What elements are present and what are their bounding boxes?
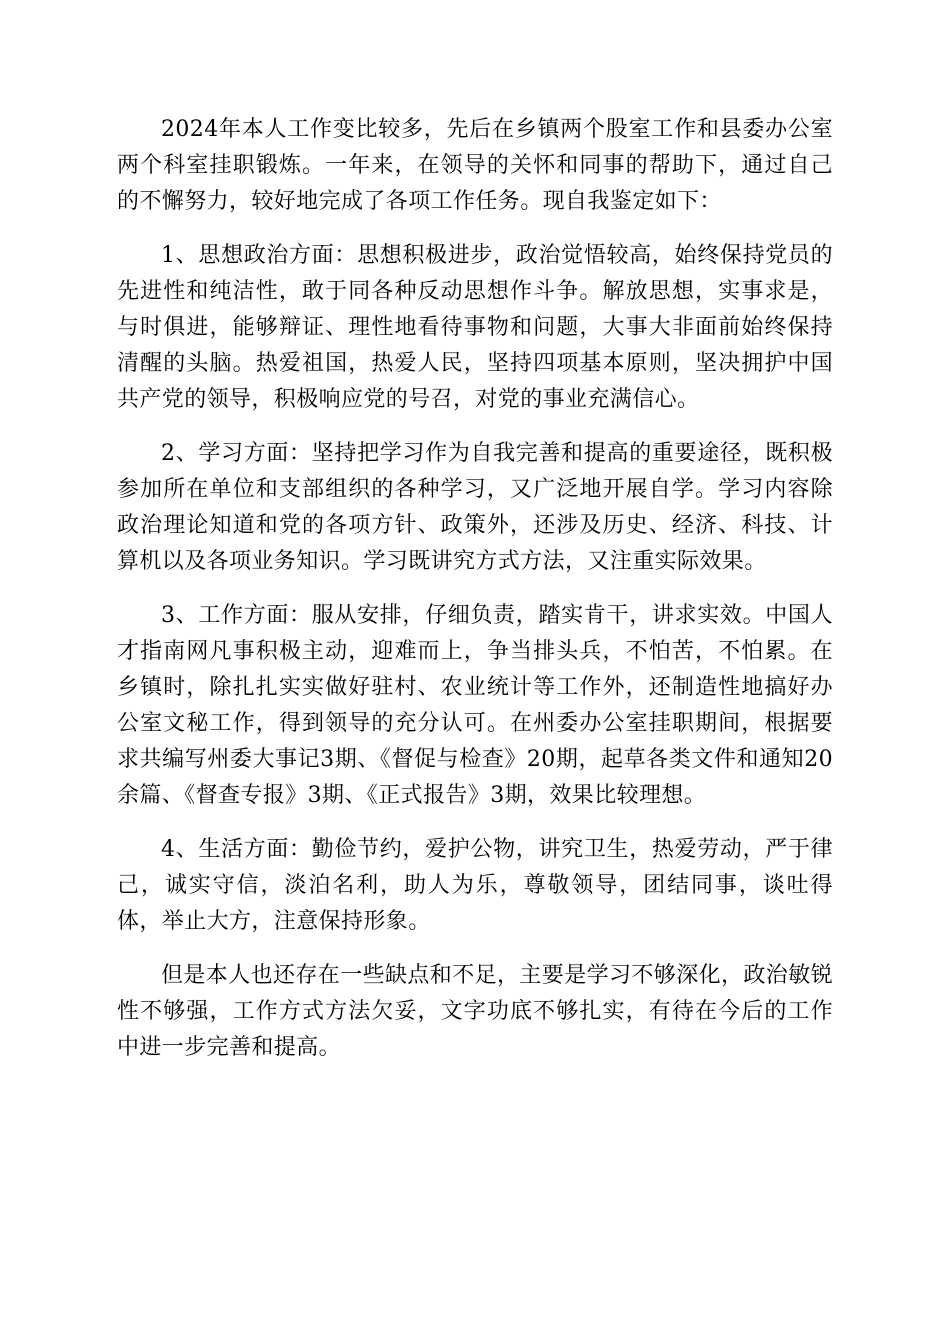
- paragraph-ideology: 1、思想政治方面：思想积极进步，政治觉悟较高，始终保持党员的先进性和纯洁性，敢于同各种反动思想作斗争。解放思想，实事求是，与时俱进，能够辩证、理性地看待事物和问题，大事大非面前始终保持清醒的头脑。热爱祖国，热爱人民，坚持四项基本原则，坚决拥护中国共产党的领导，积极响应党的号召，对党的事业充满信心。: [117, 243, 833, 412]
- paragraph-work: 3、工作方面：服从安排，仔细负责，踏实肯干，讲求实效。中国人才指南网凡事积极主动，迎难而上，争当排头兵，不怕苦，不怕累。在乡镇时，除扎扎实实做好驻村、农业统计等工作外，还制造性地搞好办公室文秘工作，得到领导的充分认可。在州委办公室挂职期间，根据要求共编写州委大事记3期、《督促与检查》20期，起草各类文件和通知20余篇、《督查专报》3期、《正式报告》3期，效果比较理想。: [117, 603, 833, 808]
- paragraph-intro: 2024年本人工作变比较多，先后在乡镇两个股室工作和县委办公室两个科室挂职锻炼。一年来，在领导的关怀和同事的帮助下，通过自己的不懈努力，较好地完成了各项工作任务。现自我鉴定如下：: [117, 117, 833, 214]
- paragraph-study: 2、学习方面：坚持把学习作为自我完善和提高的重要途径，既积极参加所在单位和支部组织的各种学习，又广泛地开展自学。学习内容除政治理论知道和党的各项方针、政策外，还涉及历史、经济、科技、计算机以及各项业务知识。学习既讲究方式方法，又注重实际效果。: [117, 441, 833, 574]
- paragraph-shortcomings: 但是本人也还存在一些缺点和不足，主要是学习不够深化，政治敏锐性不够强，工作方式方法欠妥，文字功底不够扎实，有待在今后的工作中进一步完善和提高。: [117, 963, 834, 1060]
- paragraph-life: 4、生活方面：勤俭节约，爱护公物，讲究卫生，热爱劳动，严于律己，诚实守信，淡泊名利，助人为乐，尊敬领导，团结同事，谈吐得体，举止大方，注意保持形象。: [117, 837, 833, 934]
- document-page: [117, 112, 833, 1084]
